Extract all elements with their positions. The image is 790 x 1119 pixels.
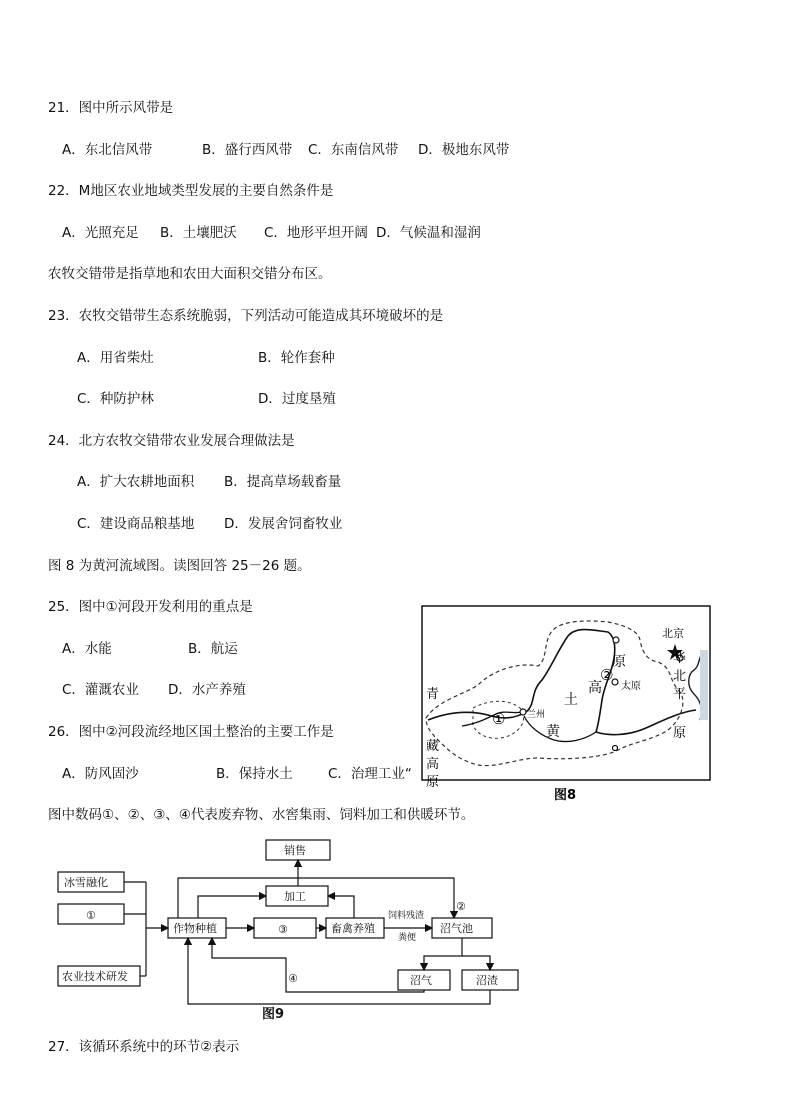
q22-option-b: B．土壤肥沃: [160, 225, 237, 241]
box-crop-planting-label: 作物种植: [173, 922, 217, 935]
fig8-caption: 图8: [554, 788, 577, 803]
qinghai-tibet-char-4: 原: [426, 775, 440, 790]
q22-option-d: D．气候温和湿润: [376, 225, 481, 241]
q24-stem: 24．北方农牧交错带农业发展合理做法是: [48, 433, 295, 449]
fig9-caption: 图9: [262, 1007, 285, 1022]
q26-stem: 26．图中②河段流经地区国土整治的主要工作是: [48, 724, 334, 740]
q24-option-b: B．提高草场载畜量: [224, 474, 342, 490]
river-section-1-label: ①: [492, 710, 506, 728]
box-biogas-residue-label: 沼渣: [476, 974, 498, 987]
loess-plateau-char-gao: 高: [588, 680, 602, 696]
q25-option-a: A．水能: [62, 641, 112, 657]
lanzhou-label: 兰州: [527, 710, 546, 720]
q23-option-c: C．种防护林: [77, 391, 154, 407]
box-1-label: ①: [86, 909, 96, 922]
q24-option-c: C．建设商品粮基地: [77, 516, 195, 532]
river-section-2-label: ②: [600, 666, 614, 684]
link-2-label: ②: [456, 900, 466, 913]
q23-option-b: B．轮作套种: [258, 350, 335, 366]
q24-option-d: D．发展舍饲畜牧业: [224, 516, 343, 532]
q26-option-b: B．保持水土: [216, 766, 293, 782]
north-china-plain-char-yuan: 原: [673, 726, 687, 741]
q22-stem: 22．M地区农业地域类型发展的主要自然条件是: [48, 183, 334, 199]
loess-plateau-char-tu: 土: [564, 692, 578, 708]
q22-option-c: C．地形平坦开阔: [264, 225, 368, 241]
loess-plateau-char-yuan: 原: [612, 654, 626, 670]
q21-stem: 21．图中所示风带是: [48, 100, 174, 116]
q26-option-c: C．治理工业“: [328, 766, 412, 782]
q25-option-b: B．航运: [188, 641, 238, 657]
circular-agriculture-diagram: [48, 838, 528, 1024]
q23-option-a: A．用省柴灶: [77, 350, 154, 366]
manure-label: 粪便: [398, 933, 417, 943]
north-china-plain-char-bei: 北: [673, 669, 687, 684]
q24-option-a: A．扩大农耕地面积: [77, 474, 195, 490]
intro-note-fig8: 图 8 为黄河流域图。读图回答 25－26 题。: [48, 558, 311, 574]
q22-option-a: A．光照充足: [62, 225, 139, 241]
intro-note-farming-pastoral: 农牧交错带是指草地和农田大面积交错分布区。: [48, 266, 332, 282]
q26-option-a: A．防风固沙: [62, 766, 139, 782]
link-4-label: ④: [288, 972, 298, 985]
q21-option-c: C．东南信风带: [308, 142, 399, 158]
box-agri-tech-rd-label: 农业技术研发: [62, 970, 128, 983]
box-processing-label: 加工: [284, 890, 306, 903]
q21-option-b: B．盛行西风带: [202, 142, 293, 158]
box-livestock-label: 畜禽养殖: [331, 922, 375, 935]
box-ice-melt-label: 冰雪融化: [64, 876, 108, 889]
box-sales-label: 销售: [284, 844, 306, 857]
box-3-label: ③: [278, 923, 288, 936]
qinghai-tibet-char-3: 高: [426, 757, 440, 772]
box-biogas-label: 沼气: [410, 974, 432, 987]
yellow-river-basin-map: [418, 600, 714, 806]
lower-river-marker: [613, 746, 618, 751]
north-china-plain-char-hua: 华: [673, 651, 687, 666]
q23-option-d: D．过度垦殖: [258, 391, 336, 407]
loess-char-huang: 黄: [546, 724, 560, 740]
lanzhou-marker: [520, 709, 526, 715]
feed-residue-label: 饲料残渣: [388, 911, 425, 921]
q21-option-a: A．东北信风带: [62, 142, 153, 158]
q25-option-d: D．水产养殖: [168, 682, 246, 698]
q23-stem: 23．农牧交错带生态系统脆弱，下列活动可能造成其环境破坏的是: [48, 308, 444, 324]
intro-note-fig9: 图中数码①、②、③、④代表废弃物、水窖集雨、饲料加工和供暖环节。: [48, 807, 475, 823]
river-bend-marker: [613, 637, 619, 643]
qinghai-tibet-char-1: 青: [426, 687, 440, 702]
q25-option-c: C．灌溉农业: [62, 682, 139, 698]
beijing-label: 北京: [662, 627, 684, 640]
taiyuan-label: 太原: [621, 681, 641, 692]
q21-option-d: D．极地东风带: [418, 142, 510, 158]
q27-stem: 27．该循环系统中的环节②表示: [48, 1039, 240, 1055]
north-china-plain-char-ping: 平: [673, 687, 687, 702]
box-biogas-pit-label: 沼气池: [440, 922, 473, 935]
q25-stem: 25．图中①河段开发利用的重点是: [48, 599, 253, 615]
qinghai-tibet-char-2: 藏: [426, 739, 440, 754]
